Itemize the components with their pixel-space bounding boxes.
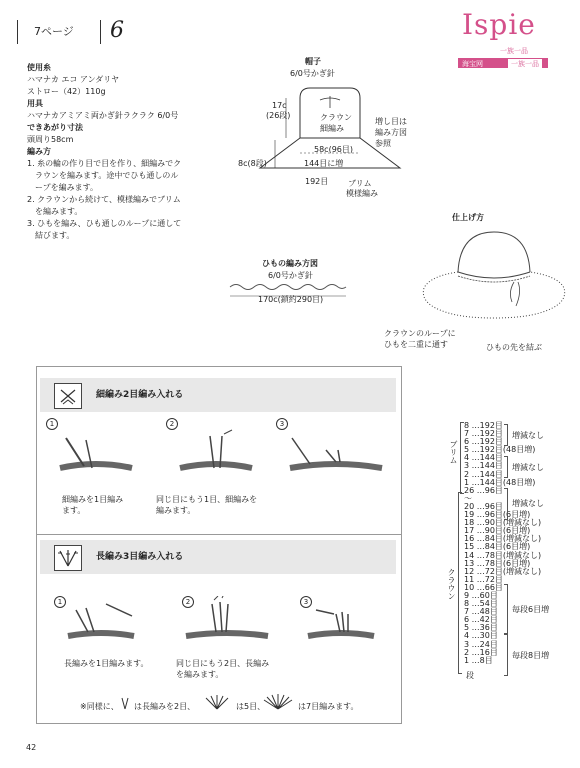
sc-increase-symbol-icon (54, 383, 82, 409)
hat-needle: 6/0号かぎ針 (290, 69, 335, 78)
cord-length: 170c(鎖約290目) (258, 295, 324, 304)
tech2-step2-number: 2 (182, 596, 194, 608)
table-row: 7 …192目 (464, 429, 503, 439)
crown-label: クラウン (320, 113, 352, 122)
group-label: 増減なし (512, 463, 544, 472)
header-mid-rule (100, 20, 101, 44)
tech2-step3-illustration (306, 596, 376, 648)
finished-hat-illustration (418, 222, 570, 334)
header-left-rule (17, 20, 18, 44)
tech2-step1-illustration (66, 596, 136, 648)
table-row: 8 …54目 (464, 599, 498, 609)
yarn-heading: 使用糸 (27, 63, 51, 72)
tech2-step3-number: 3 (300, 596, 312, 608)
group-bracket (504, 456, 508, 478)
group-label: 増減なし (512, 431, 544, 440)
table-row: 1 …144目(48目増) (464, 477, 536, 487)
brim-label: ブリム (348, 179, 372, 188)
tech2-caption1: 長編みを1目編みます。 (64, 659, 149, 668)
ispie-logo: Ispie (462, 8, 536, 41)
dc-3-increase-symbol-icon (54, 545, 82, 571)
table-row: 4 …144目 (464, 453, 503, 463)
footnote-five: は5目、 (236, 702, 266, 711)
table-row: 4 …30目 (464, 631, 498, 641)
group-bracket (504, 634, 508, 676)
increase-note-3: 参照 (375, 139, 391, 148)
table-row: 17 …90目(6目増) (464, 526, 531, 536)
table-row: 10 …66目 (464, 582, 503, 592)
table-row: 12 …72目(増減なし) (464, 566, 542, 576)
table-row: 6 …42目 (464, 615, 498, 625)
pattern-number: 6 (110, 18, 124, 43)
footnote-seven: は7目編みます。 (298, 702, 359, 711)
tech1-step3-number: 3 (276, 418, 288, 430)
dc-7-fan-symbol-icon (262, 694, 294, 710)
table-row: 2 …16目 (464, 647, 498, 657)
group-label: 増減なし (512, 499, 544, 508)
crown-stitch: 細編み (320, 124, 344, 133)
group-bracket (504, 488, 508, 520)
row-count-table (464, 422, 564, 665)
table-row: 3 …24目 (464, 639, 498, 649)
tech2-step1-number: 1 (54, 596, 66, 608)
increase-note-2: 編み方図 (375, 128, 407, 137)
tech1-step1-illustration (56, 428, 136, 486)
increase-note-1: 増し目は (375, 117, 407, 126)
loop-note-2: ひもを二重に通す (384, 340, 448, 349)
method-step-line: 1. 糸の輪の作り目で目を作り、細編みでク (27, 159, 182, 168)
method-step-line: 2. クラウンから続けて、模様編みでブリム (27, 195, 181, 204)
size-value: 頭周り58cm (27, 135, 74, 144)
group-label: 毎段8目増 (512, 651, 550, 660)
table-row: 6 …192目 (464, 437, 503, 447)
cord-needle: 6/0号かぎ針 (268, 271, 313, 280)
stitches-192: 192目 (305, 177, 329, 186)
tech1-caption1a: 細編みを1目編み (62, 495, 124, 504)
table-row: 3 …144目 (464, 461, 503, 471)
crown-rows: (26段) (266, 111, 291, 120)
size-heading: できあがり寸法 (27, 123, 83, 132)
tie-note: ひもの先を結ぶ (486, 343, 542, 352)
crown-bracket (458, 492, 462, 674)
tech2-title: 長編み3目編み入れる (96, 552, 184, 562)
table-row: 5 …192目(48目増) (464, 445, 536, 455)
dc-2-symbol-icon (120, 696, 130, 710)
tech1-step3-illustration (286, 428, 386, 486)
group-bracket (504, 424, 508, 446)
table-row: 〜 (464, 493, 472, 503)
method-step-line: ラウンを編みます。途中でひも通しのル (27, 171, 179, 180)
table-row: 16 …84目(増減なし) (464, 534, 542, 544)
tech1-step2-number: 2 (166, 418, 178, 430)
tech1-caption2b: 編みます。 (156, 506, 196, 515)
yarn-name: ハマナカ エコ アンダリヤ (27, 75, 120, 84)
brim-height: 8c(8段) (238, 159, 267, 168)
tool-name: ハマナカアミアミ両かぎ針ラクラク 6/0号 (27, 111, 179, 120)
crown-section-label: クラウン (447, 568, 456, 600)
tech1-step1-number: 1 (46, 418, 58, 430)
tech1-caption2a: 同じ目にもう1目、細編みを (156, 495, 258, 504)
table-row: 9 …60目 (464, 590, 498, 600)
tech2-header-band (40, 540, 396, 574)
increase-144: 144目に増 (304, 159, 344, 168)
logo-band-left: 海宝网 (462, 60, 483, 68)
group-bracket (504, 584, 508, 634)
row-unit-label: 段 (466, 671, 474, 680)
tech2-caption2b: を編みます。 (176, 670, 224, 679)
table-row: 2 …144目 (464, 469, 503, 479)
method-step-line: 結びます。 (27, 231, 75, 240)
table-row: 7 …48目 (464, 607, 498, 617)
brim-section-label: ブリム (449, 440, 458, 464)
table-row: 18 …90目(増減なし) (464, 518, 542, 528)
method-step-line: 3. ひもを編み、ひも通しのループに通して (27, 219, 182, 228)
loop-note-1: クラウンのループに (384, 329, 456, 338)
table-row: 20 …96目 (464, 501, 503, 511)
tech2-caption2a: 同じ目にもう2目、長編み (176, 659, 270, 668)
table-row: 15 …84目(6目増) (464, 542, 531, 552)
crown-width: 58c(96目) (314, 145, 353, 154)
logo-subtext: 一族一品 (500, 47, 528, 55)
table-row: 14 …78目(増減なし) (464, 550, 542, 560)
footnote-dc2: は長編みを2目、 (134, 702, 196, 711)
hat-diagram-title: 帽子 (305, 57, 321, 66)
tool-heading: 用具 (27, 99, 43, 108)
table-row: 26 …96目 (464, 485, 503, 495)
table-row: 5 …36目 (464, 623, 498, 633)
tech1-header-band (40, 378, 396, 412)
crown-height: 17c (272, 101, 287, 110)
yarn-amount: ストロー（42）110g (27, 87, 106, 96)
page-number: 42 (26, 743, 37, 752)
dc-5-fan-symbol-icon (204, 694, 230, 710)
table-row: 1 …8目 (464, 655, 493, 665)
method-step-line: を編みます。 (27, 207, 83, 216)
tech1-step2-illustration (176, 428, 256, 486)
footnote-prefix: ※同様に、 (80, 702, 119, 711)
table-row: 13 …78目(6目増) (464, 558, 531, 568)
brim-stitch: 模様編み (346, 189, 378, 198)
finish-title: 仕上げ方 (452, 213, 484, 222)
table-row: 11 …72目 (464, 574, 503, 584)
tech1-caption1b: ます。 (62, 506, 86, 515)
logo-band-right: 一族一品 (508, 59, 542, 69)
group-label: 毎段6目増 (512, 605, 550, 614)
technique-divider (36, 534, 401, 535)
method-heading: 編み方 (27, 147, 51, 156)
page-reference: 7ページ (34, 25, 74, 38)
cord-chain (228, 280, 348, 294)
table-row: 19 …96目(6目増) (464, 510, 531, 520)
tech2-step2-illustration (184, 596, 270, 648)
cord-title: ひもの編み方図 (262, 259, 318, 268)
table-row: 8 …192目 (464, 421, 503, 430)
tech1-title: 細編み2目編み入れる (96, 390, 184, 400)
method-step-line: ープを編みます。 (27, 183, 98, 192)
